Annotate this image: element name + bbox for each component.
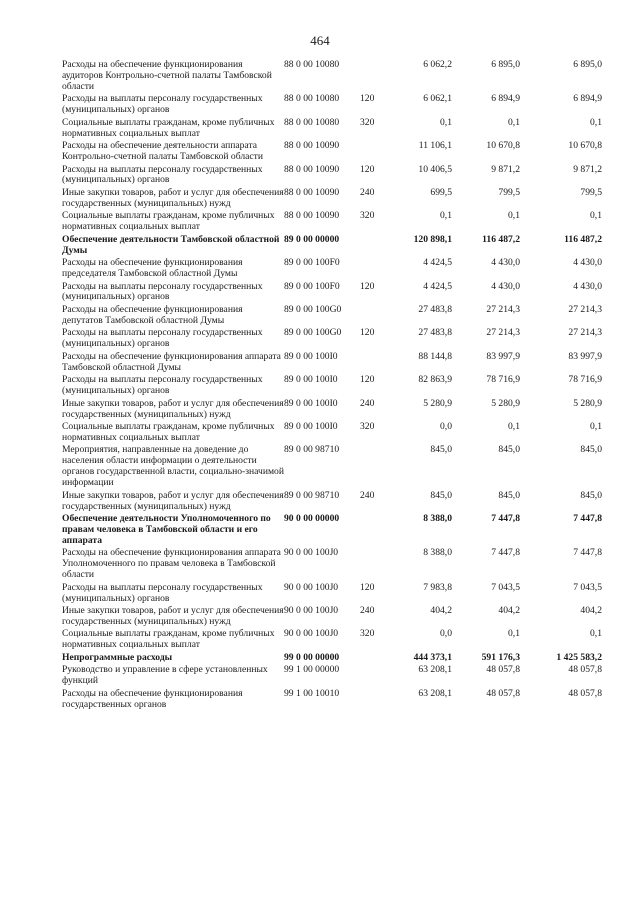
amount-year-3: 4 430,0 [573,257,602,269]
table-row [62,491,602,514]
amount-year-1: 699,5 [430,186,452,198]
amount-year-3: 845,0 [580,444,602,456]
target-article-code: 99 0 00 00000 [284,651,340,663]
amount-year-1: 404,2 [430,605,452,617]
amount-year-3: 4 430,0 [573,280,602,292]
target-article-code: 89 0 00 100G0 [284,327,342,339]
page-number: 464 [310,33,330,48]
expense-name: Расходы на обеспечение функционирования аудиторов Контрольно-счетной палаты Тамбовской области [62,59,272,92]
expense-type-code [360,653,390,666]
amount-year-3: 5 280,9 [573,397,602,409]
table-row [62,548,602,582]
amount-year-1: 63 208,1 [418,664,452,676]
target-article-code: 88 0 00 10080 [284,59,340,70]
target-article-code: 90 0 00 100J0 [284,547,339,559]
amount-year-1: 845,0 [430,444,452,456]
amount-year-3: 799,5 [580,186,602,198]
amount-year-1: 10 406,5 [418,163,452,175]
table-row [62,211,602,234]
amount-year-2: 9 871,2 [491,163,520,175]
amount-year-2: 845,0 [498,444,520,456]
target-article-code: 89 0 00 100F0 [284,280,340,292]
target-article-code: 88 0 00 10080 [284,116,340,128]
amount-year-3: 83 997,9 [568,350,602,362]
amount-year-2: 27 214,3 [486,327,520,339]
expense-name: Иные закупки товаров, работ и услуг для обеспечения государственных (муниципальных) нужд [62,605,284,627]
table-row [62,258,602,281]
target-article-code: 88 0 00 10090 [284,163,340,175]
amount-year-3: 7 447,8 [573,513,602,525]
amount-year-1: 0,0 [440,421,452,432]
amount-year-3: 0,1 [590,628,602,640]
expense-type-code: 120 [360,327,375,339]
amount-year-2: 0,1 [508,116,520,128]
target-article-code: 90 0 00 100J0 [284,628,339,640]
amount-year-2: 6 895,0 [491,59,520,70]
table-row [62,282,602,305]
amount-year-2: 591 176,3 [481,651,520,663]
expense-name: Расходы на обеспечение функционирования государственных органов [62,687,243,710]
amount-year-1: 88 144,8 [418,350,452,362]
amount-year-3: 6 895,0 [573,59,602,70]
expense-name: Расходы на обеспечение функционирования аппарата Тамбовской областной Думы [62,350,281,373]
amount-year-2: 404,2 [498,605,520,617]
amount-year-2: 0,1 [508,421,520,432]
expense-type-code: 320 [360,210,375,222]
expense-type-code: 240 [360,489,375,501]
target-article-code: 89 0 00 100I0 [284,421,338,432]
amount-year-2: 799,5 [498,186,520,198]
expense-name: Расходы на выплаты персоналу государственных (муниципальных) органов [62,280,263,303]
target-article-code: 99 1 00 10010 [284,687,340,699]
table-row [62,445,602,490]
expense-type-code [360,514,390,548]
budget-table [62,60,602,712]
table-row [62,328,602,351]
expense-type-code [360,60,390,94]
expense-name: Социальные выплаты гражданам, кроме публичных нормативных социальных выплат [62,210,275,233]
amount-year-1: 845,0 [430,489,452,501]
expense-name: Социальные выплаты гражданам, кроме публичных нормативных социальных выплат [62,421,275,443]
expense-name: Мероприятия, направленные на доведение до населения области информации о деятельности органов государственной власти, социально-значимой информации [62,444,284,489]
expense-name: Расходы на обеспечение функционирования депутатов Тамбовской областной Думы [62,303,243,326]
amount-year-2: 10 670,8 [486,140,520,152]
amount-year-2: 6 894,9 [491,93,520,105]
amount-year-2: 7 447,8 [491,547,520,559]
amount-year-3: 27 214,3 [568,327,602,339]
expense-type-code: 320 [360,628,375,640]
expense-type-code: 240 [360,605,375,617]
expense-name: Непрограммные расходы [62,651,173,663]
expense-type-code [360,445,390,490]
expense-type-code: 120 [360,93,375,105]
amount-year-3: 6 894,9 [573,93,602,105]
amount-year-1: 120 898,1 [413,233,452,245]
expense-type-code [360,352,390,375]
target-article-code: 89 0 00 98710 [284,489,340,501]
amount-year-2: 78 716,9 [486,374,520,386]
expense-type-code [360,305,390,328]
table-row [62,118,602,141]
expense-name: Расходы на обеспечение функционирования председателя Тамбовской областной Думы [62,257,243,280]
amount-year-1: 27 483,8 [418,327,452,339]
expense-name: Обеспечение деятельности Тамбовской областной Думы [62,233,280,256]
table-row [62,514,602,548]
table-row [62,583,602,606]
expense-name: Расходы на выплаты персоналу государственных (муниципальных) органов [62,163,263,186]
amount-year-3: 7 043,5 [573,581,602,593]
expense-name: Иные закупки товаров, работ и услуг для обеспечения государственных (муниципальных) нужд [62,186,284,209]
expense-type-code: 240 [360,397,375,409]
target-article-code: 88 0 00 10080 [284,93,340,105]
table-row [62,606,602,629]
expense-name: Социальные выплаты гражданам, кроме публичных нормативных социальных выплат [62,116,275,139]
amount-year-1: 4 424,5 [423,280,452,292]
amount-year-3: 404,2 [580,605,602,617]
amount-year-1: 82 863,9 [418,374,452,386]
target-article-code: 89 0 00 100I0 [284,374,338,386]
amount-year-1: 27 483,8 [418,303,452,315]
amount-year-1: 444 373,1 [413,651,452,663]
expense-type-code: 120 [360,163,375,175]
table-row [62,305,602,328]
expense-name: Руководство и управление в сфере установленных функций [62,664,268,687]
amount-year-2: 7 447,8 [491,513,520,525]
amount-year-2: 116 487,2 [482,233,520,245]
table-row [62,141,602,164]
amount-year-1: 0,1 [440,210,452,222]
table-row [62,422,602,445]
expense-type-code: 120 [360,581,375,593]
amount-year-2: 0,1 [508,628,520,640]
target-article-code: 89 0 00 100G0 [284,303,342,315]
amount-year-3: 7 447,8 [573,547,602,559]
amount-year-2: 83 997,9 [486,350,520,362]
expense-name: Обеспечение деятельности Уполномоченного по правам человека в Тамбовской области и его аппарата [62,513,271,546]
amount-year-3: 27 214,3 [568,303,602,315]
amount-year-1: 63 208,1 [418,687,452,699]
target-article-code: 89 0 00 100F0 [284,257,340,269]
target-article-code: 88 0 00 10090 [284,140,340,152]
amount-year-1: 0,0 [440,628,452,640]
expense-type-code: 320 [360,421,375,432]
amount-year-1: 11 106,1 [418,140,452,152]
table-row [62,94,602,117]
target-article-code: 89 0 00 100I0 [284,397,338,409]
amount-year-3: 78 716,9 [568,374,602,386]
amount-year-3: 10 670,8 [568,140,602,152]
amount-year-3: 116 487,2 [564,233,602,245]
amount-year-2: 0,1 [508,210,520,222]
amount-year-2: 48 057,8 [486,664,520,676]
table-row [62,375,602,398]
expense-name: Расходы на выплаты персоналу государственных (муниципальных) органов [62,327,263,350]
expense-type-code: 120 [360,280,375,292]
table-row [62,165,602,188]
target-article-code: 90 0 00 100J0 [284,581,339,593]
expense-name: Расходы на выплаты персоналу государственных (муниципальных) органов [62,374,263,397]
expense-type-code [360,665,390,688]
expense-type-code: 120 [360,374,375,386]
amount-year-2: 845,0 [498,489,520,501]
target-article-code: 88 0 00 10090 [284,210,340,222]
amount-year-1: 5 280,9 [423,397,452,409]
expense-type-code [360,258,390,281]
table-row [62,60,602,94]
amount-year-3: 9 871,2 [573,163,602,175]
amount-year-1: 6 062,2 [423,59,452,70]
expense-type-code [360,689,390,712]
amount-year-2: 4 430,0 [491,257,520,269]
expense-name: Иные закупки товаров, работ и услуг для обеспечения государственных (муниципальных) нужд [62,489,284,512]
target-article-code: 89 0 00 98710 [284,444,340,456]
target-article-code: 99 1 00 00000 [284,664,340,676]
amount-year-3: 1 425 583,2 [556,651,602,663]
expense-type-code: 240 [360,186,375,198]
amount-year-1: 6 062,1 [423,93,452,105]
amount-year-3: 0,1 [590,421,602,432]
table-row [62,665,602,688]
amount-year-1: 4 424,5 [423,257,452,269]
amount-year-2: 27 214,3 [486,303,520,315]
amount-year-2: 5 280,9 [491,397,520,409]
expense-name: Расходы на выплаты персоналу государственных (муниципальных) органов [62,581,263,604]
expense-type-code: 320 [360,116,375,128]
table-row [62,188,602,211]
amount-year-3: 0,1 [590,210,602,222]
target-article-code: 90 0 00 00000 [284,513,340,525]
table-row [62,352,602,375]
expense-name: Расходы на обеспечение деятельности аппарата Контрольно-счетной палаты Тамбовской области [62,140,263,163]
amount-year-3: 48 057,8 [568,664,602,676]
amount-year-3: 845,0 [580,489,602,501]
amount-year-2: 7 043,5 [491,581,520,593]
target-article-code: 88 0 00 10090 [284,186,340,198]
amount-year-1: 8 388,0 [423,513,452,525]
expense-name: Расходы на обеспечение функционирования аппарата Уполномоченного по правам человека в Тамбовской области [62,547,281,581]
amount-year-2: 4 430,0 [491,280,520,292]
amount-year-2: 48 057,8 [486,687,520,699]
table-row [62,235,602,258]
expense-name: Иные закупки товаров, работ и услуг для обеспечения государственных (муниципальных) нужд [62,397,284,420]
expense-type-code [360,235,390,258]
amount-year-1: 8 388,0 [423,547,452,559]
amount-year-1: 0,1 [440,116,452,128]
table-row [62,629,602,652]
target-article-code: 89 0 00 100I0 [284,350,338,362]
expense-name: Социальные выплаты гражданам, кроме публичных нормативных социальных выплат [62,628,275,651]
table-body [62,60,602,712]
amount-year-3: 0,1 [590,116,602,128]
target-article-code: 89 0 00 00000 [284,233,340,245]
table-row [62,399,602,422]
expense-type-code [360,141,390,164]
amount-year-3: 48 057,8 [568,687,602,699]
expense-type-code [360,548,390,582]
expense-name: Расходы на выплаты персоналу государственных (муниципальных) органов [62,93,263,116]
target-article-code: 90 0 00 100J0 [284,605,339,617]
amount-year-1: 7 983,8 [423,581,452,593]
table-row [62,689,602,712]
